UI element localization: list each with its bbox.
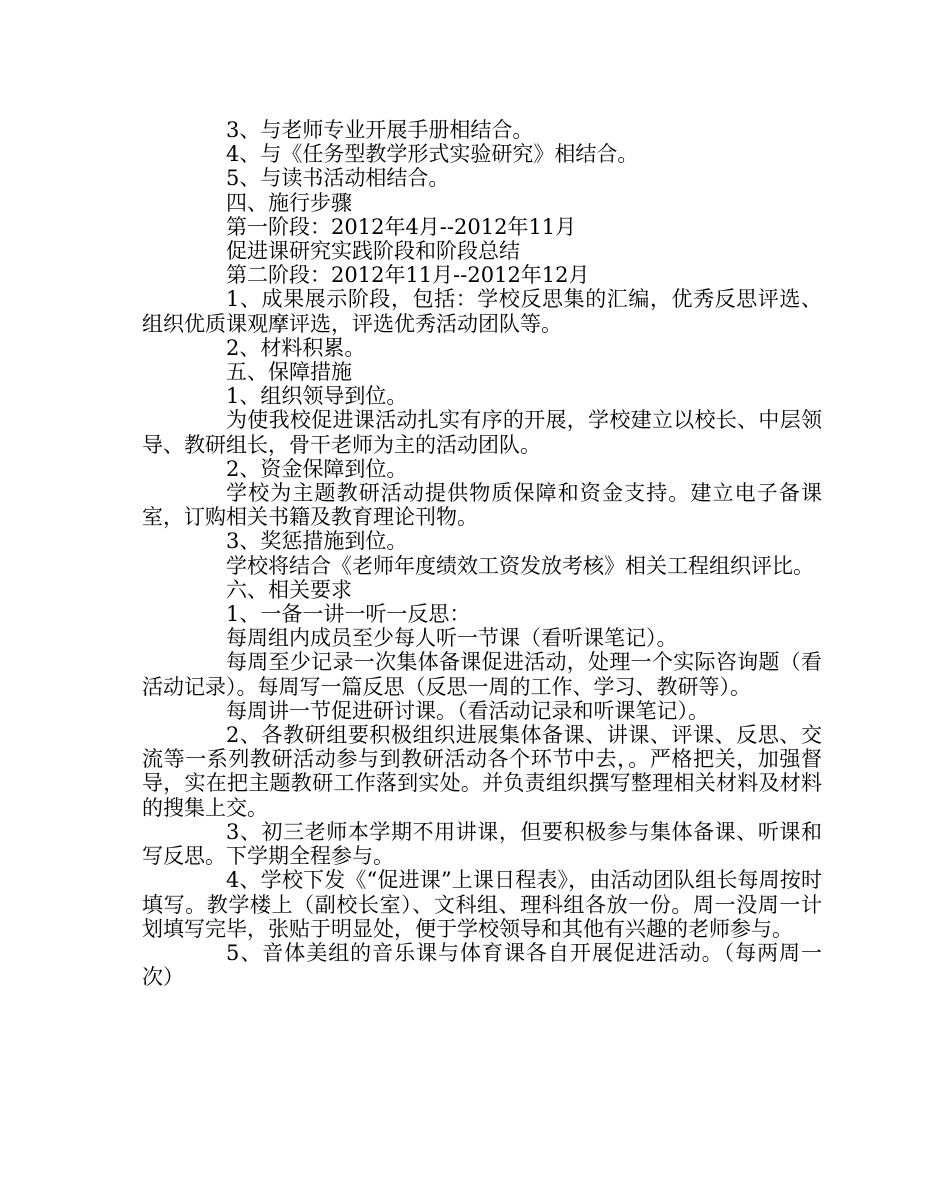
paragraph: 3、奖惩措施到位。 <box>226 529 408 554</box>
paragraph: 第二阶段：2012年11月--2012年12月 <box>226 263 590 288</box>
paragraph: 2、资金保障到位。 <box>226 456 408 481</box>
section-heading: 六、相关要求 <box>226 577 352 602</box>
paragraph: 每周组内成员至少每人听一节课（看听课笔记）。 <box>226 626 678 651</box>
paragraph: 2、材料积累。 <box>226 335 366 360</box>
paragraph: 5、音体美组的音乐课与体育课各自开展促进活动。（每两周一次） <box>142 940 822 990</box>
paragraph: 3、与老师专业开展手册相结合。 <box>226 118 534 142</box>
paragraph: 5、与读书活动相结合。 <box>226 166 450 191</box>
section-heading: 四、施行步骤 <box>226 190 352 215</box>
paragraph: 3、初三老师本学期不用讲课，但要积极参与集体备课、听课和写反思。下学期全程参与。 <box>142 819 822 869</box>
paragraph: 1、一备一讲一听一反思： <box>226 602 471 627</box>
paragraph: 第一阶段：2012年4月--2012年11月 <box>226 214 577 239</box>
paragraph: 4、与《任务型教学形式实验研究》相结合。 <box>226 142 639 167</box>
document-body <box>142 118 822 989</box>
paragraph: 学校将结合《老师年度绩效工资发放考核》相关工程组织评比。 <box>226 553 814 578</box>
paragraph: 2、各教研组要积极组织进展集体备课、讲课、评课、反思、交流等一系列教研活动参与到教研活动各个环节中去，。严格把关，加强督导，实在把主题教研工作落到实处。并负责组织撰写整理相关材料及材料的搜集上交。 <box>142 723 822 820</box>
paragraph: 每周至少记录一次集体备课促进活动，处理一个实际咨询题（看活动记录）。每周写一篇反思（反思一周的工作、学习、教研等）。 <box>142 650 822 699</box>
paragraph: 4、学校下发《“促进课”上课日程表》，由活动团队组长每周按时填写。教学楼上（副校长室）、文科组、理科组各放一份。周一没周一计划填写完毕，张贴于明显处，便于学校领导和其他有兴趣的老师参与。 <box>142 868 822 941</box>
paragraph: 为使我校促进课活动扎实有序的开展，学校建立以校长、中层领导、教研组长，骨干老师为主的活动团队。 <box>142 408 822 457</box>
paragraph: 促进课研究实践阶段和阶段总结 <box>226 239 520 264</box>
paragraph: 每周讲一节促进研讨课。（看活动记录和听课笔记）。 <box>226 698 709 723</box>
paragraph: 学校为主题教研活动提供物质保障和资金支持。建立电子备课室，订购相关书籍及教育理论刊物。 <box>142 481 822 530</box>
section-heading: 五、保障措施 <box>226 360 352 385</box>
paragraph: 1、成果展示阶段，包括：学校反思集的汇编，优秀反思评选、组织优质课观摩评选，评选优秀活动团队等。 <box>142 287 822 336</box>
paragraph: 1、组织领导到位。 <box>226 384 408 409</box>
